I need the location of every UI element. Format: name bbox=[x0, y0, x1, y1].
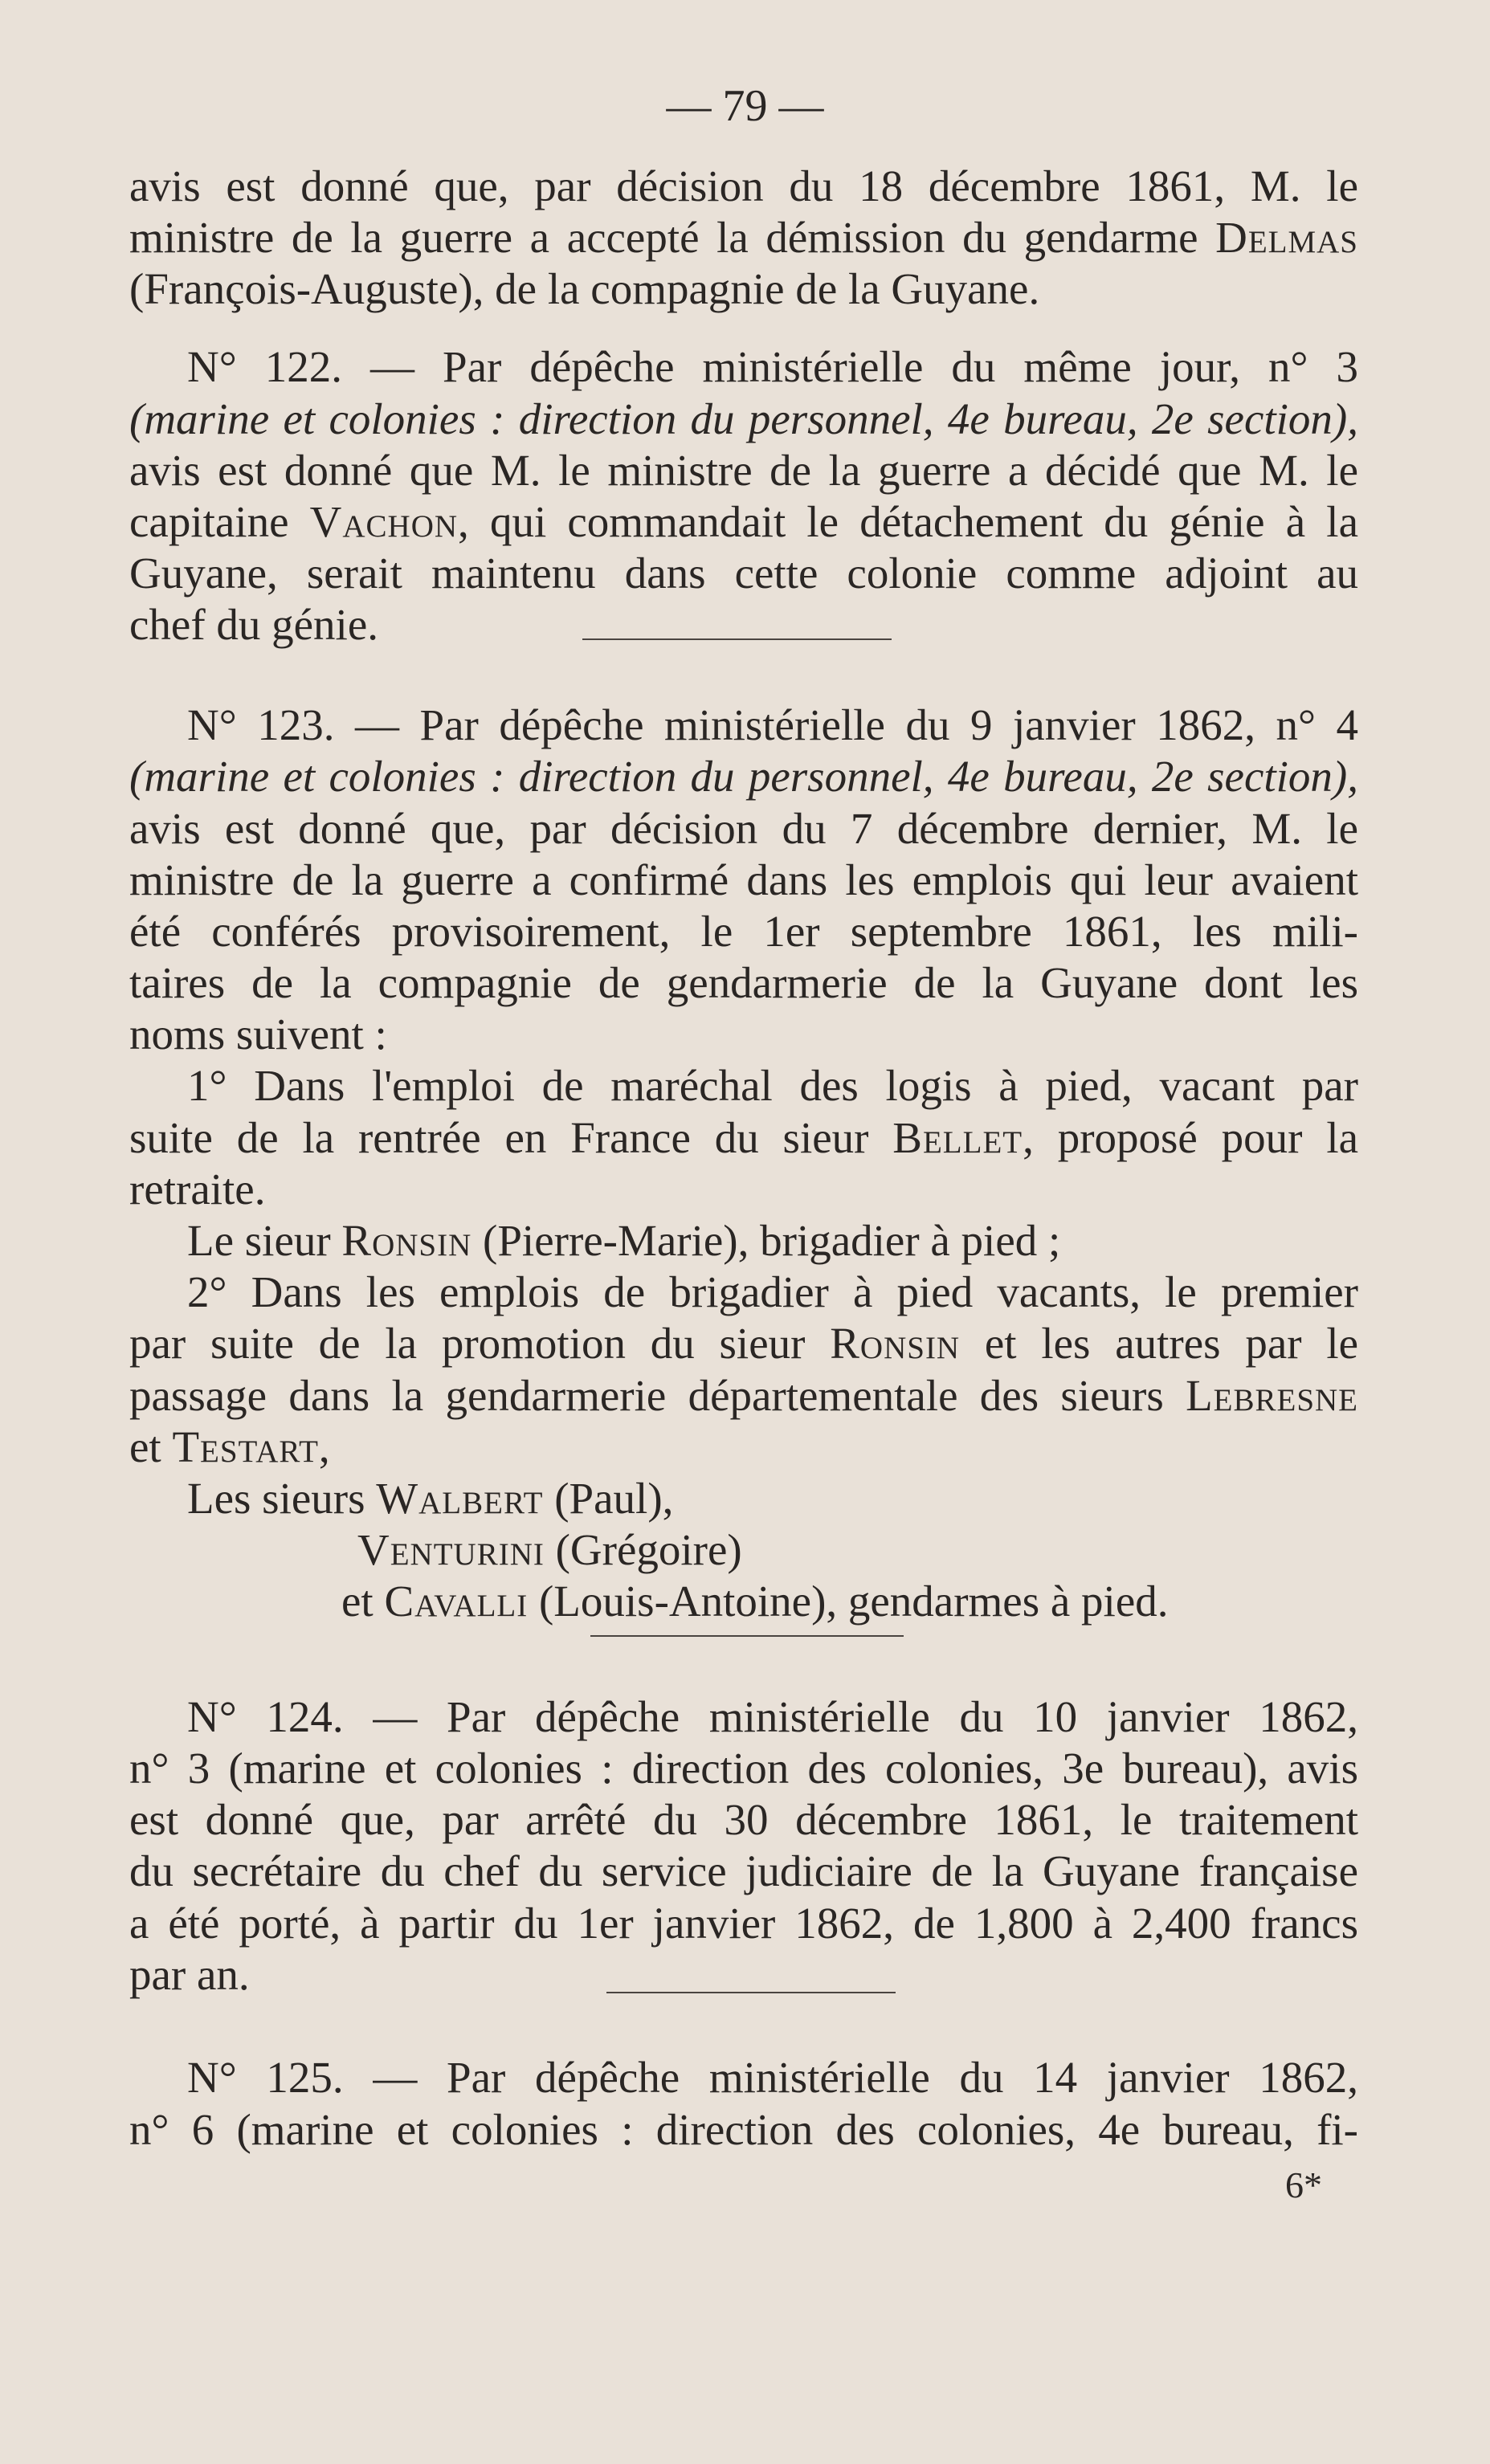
text-line: été conférés provisoirement, le 1er septembre 1861, les mili- bbox=[129, 907, 1358, 956]
text-line: (marine et colonies : direction du personnel, 4e bureau, 2e section), bbox=[129, 394, 1358, 443]
person-name: Cavalli bbox=[384, 1577, 529, 1626]
text-line: (François-Auguste), de la compagnie de la Guyane. bbox=[129, 264, 1040, 313]
entry-125-heading: N° 125. — Par dépêche ministérielle du 14 janvier 1862, bbox=[187, 2053, 1358, 2102]
entry-123-heading: N° 123. — Par dépêche ministérielle du 9 janvier 1862, n° 4 bbox=[187, 700, 1358, 749]
person-name: Lebresne bbox=[1186, 1371, 1359, 1420]
text-line: 2° Dans les emplois de brigadier à pied vacants, le premier bbox=[187, 1267, 1358, 1316]
text-line: retraite. bbox=[129, 1165, 266, 1214]
text-line: ministre de la guerre a accepté la démission du gendarme Delmas bbox=[129, 213, 1358, 262]
text-line: est donné que, par arrêté du 30 décembre 1861, le traitement bbox=[129, 1795, 1358, 1844]
entry-124-heading: N° 124. — Par dépêche ministérielle du 10 janvier 1862, bbox=[187, 1692, 1358, 1741]
text-line: du secrétaire du chef du service judiciaire de la Guyane française bbox=[129, 1846, 1358, 1895]
section-divider bbox=[582, 638, 892, 640]
person-name: Delmas bbox=[1215, 213, 1358, 262]
text-line: n° 3 (marine et colonies : direction des colonies, 3e bureau), avis bbox=[129, 1744, 1358, 1793]
text-line: avis est donné que M. le ministre de la guerre a décidé que M. le bbox=[129, 446, 1358, 495]
text-line: par an. bbox=[129, 1950, 250, 1999]
text-line: et Testart, bbox=[129, 1422, 330, 1471]
text-line: suite de la rentrée en France du sieur Bellet, proposé pour la bbox=[129, 1113, 1359, 1162]
text-line: capitaine Vachon, qui commandait le détachement du génie à la bbox=[129, 497, 1358, 546]
text-line: 1° Dans l'emploi de maréchal des logis à pied, vacant par bbox=[187, 1061, 1358, 1110]
text-line: ministre de la guerre a confirmé dans les emplois qui leur avaient bbox=[129, 855, 1358, 904]
text-line: et Cavalli (Louis-Antoine), gendarmes à pied. bbox=[341, 1577, 1169, 1626]
text-line: n° 6 (marine et colonies : direction des colonies, 4e bureau, fi- bbox=[129, 2105, 1358, 2154]
text-line: Les sieurs Walbert (Paul), bbox=[187, 1474, 674, 1523]
person-name: Testart bbox=[172, 1422, 319, 1471]
text-line: noms suivent : bbox=[129, 1010, 387, 1059]
text-line: chef du génie. bbox=[129, 600, 378, 649]
section-divider bbox=[606, 1992, 896, 1993]
section-divider bbox=[590, 1635, 904, 1637]
entry-122-heading: N° 122. — Par dépêche ministérielle du même jour, n° 3 bbox=[187, 342, 1358, 391]
text-line: avis est donné que, par décision du 18 décembre 1861, M. le bbox=[129, 161, 1358, 210]
text-line: passage dans la gendarmerie départementale des sieurs Lebresne bbox=[129, 1371, 1359, 1420]
person-name: Vachon bbox=[309, 497, 459, 546]
text-line: a été porté, à partir du 1er janvier 1862, de 1,800 à 2,400 francs bbox=[129, 1899, 1358, 1948]
person-name: Walbert bbox=[376, 1474, 544, 1523]
text-line: (marine et colonies : direction du personnel, 4e bureau, 2e section), bbox=[129, 752, 1358, 801]
person-name: Ronsin bbox=[830, 1319, 961, 1368]
page-number-header: — 79 — bbox=[666, 81, 824, 131]
text-line: Le sieur Ronsin (Pierre-Marie), brigadier à pied ; bbox=[187, 1216, 1061, 1265]
person-name: Venturini bbox=[357, 1525, 545, 1574]
person-name: Bellet bbox=[892, 1113, 1023, 1162]
text-line: par suite de la promotion du sieur Ronsin et les autres par le bbox=[129, 1319, 1359, 1368]
text-line: Venturini (Grégoire) bbox=[357, 1525, 742, 1574]
text-line: Guyane, serait maintenu dans cette colonie comme adjoint au bbox=[129, 549, 1358, 598]
signature-mark: 6* bbox=[1285, 2164, 1322, 2205]
person-name: Ronsin bbox=[341, 1216, 472, 1265]
text-line: avis est donné que, par décision du 7 décembre dernier, M. le bbox=[129, 804, 1358, 853]
text-line: taires de la compagnie de gendarmerie de la Guyane dont les bbox=[129, 958, 1358, 1007]
